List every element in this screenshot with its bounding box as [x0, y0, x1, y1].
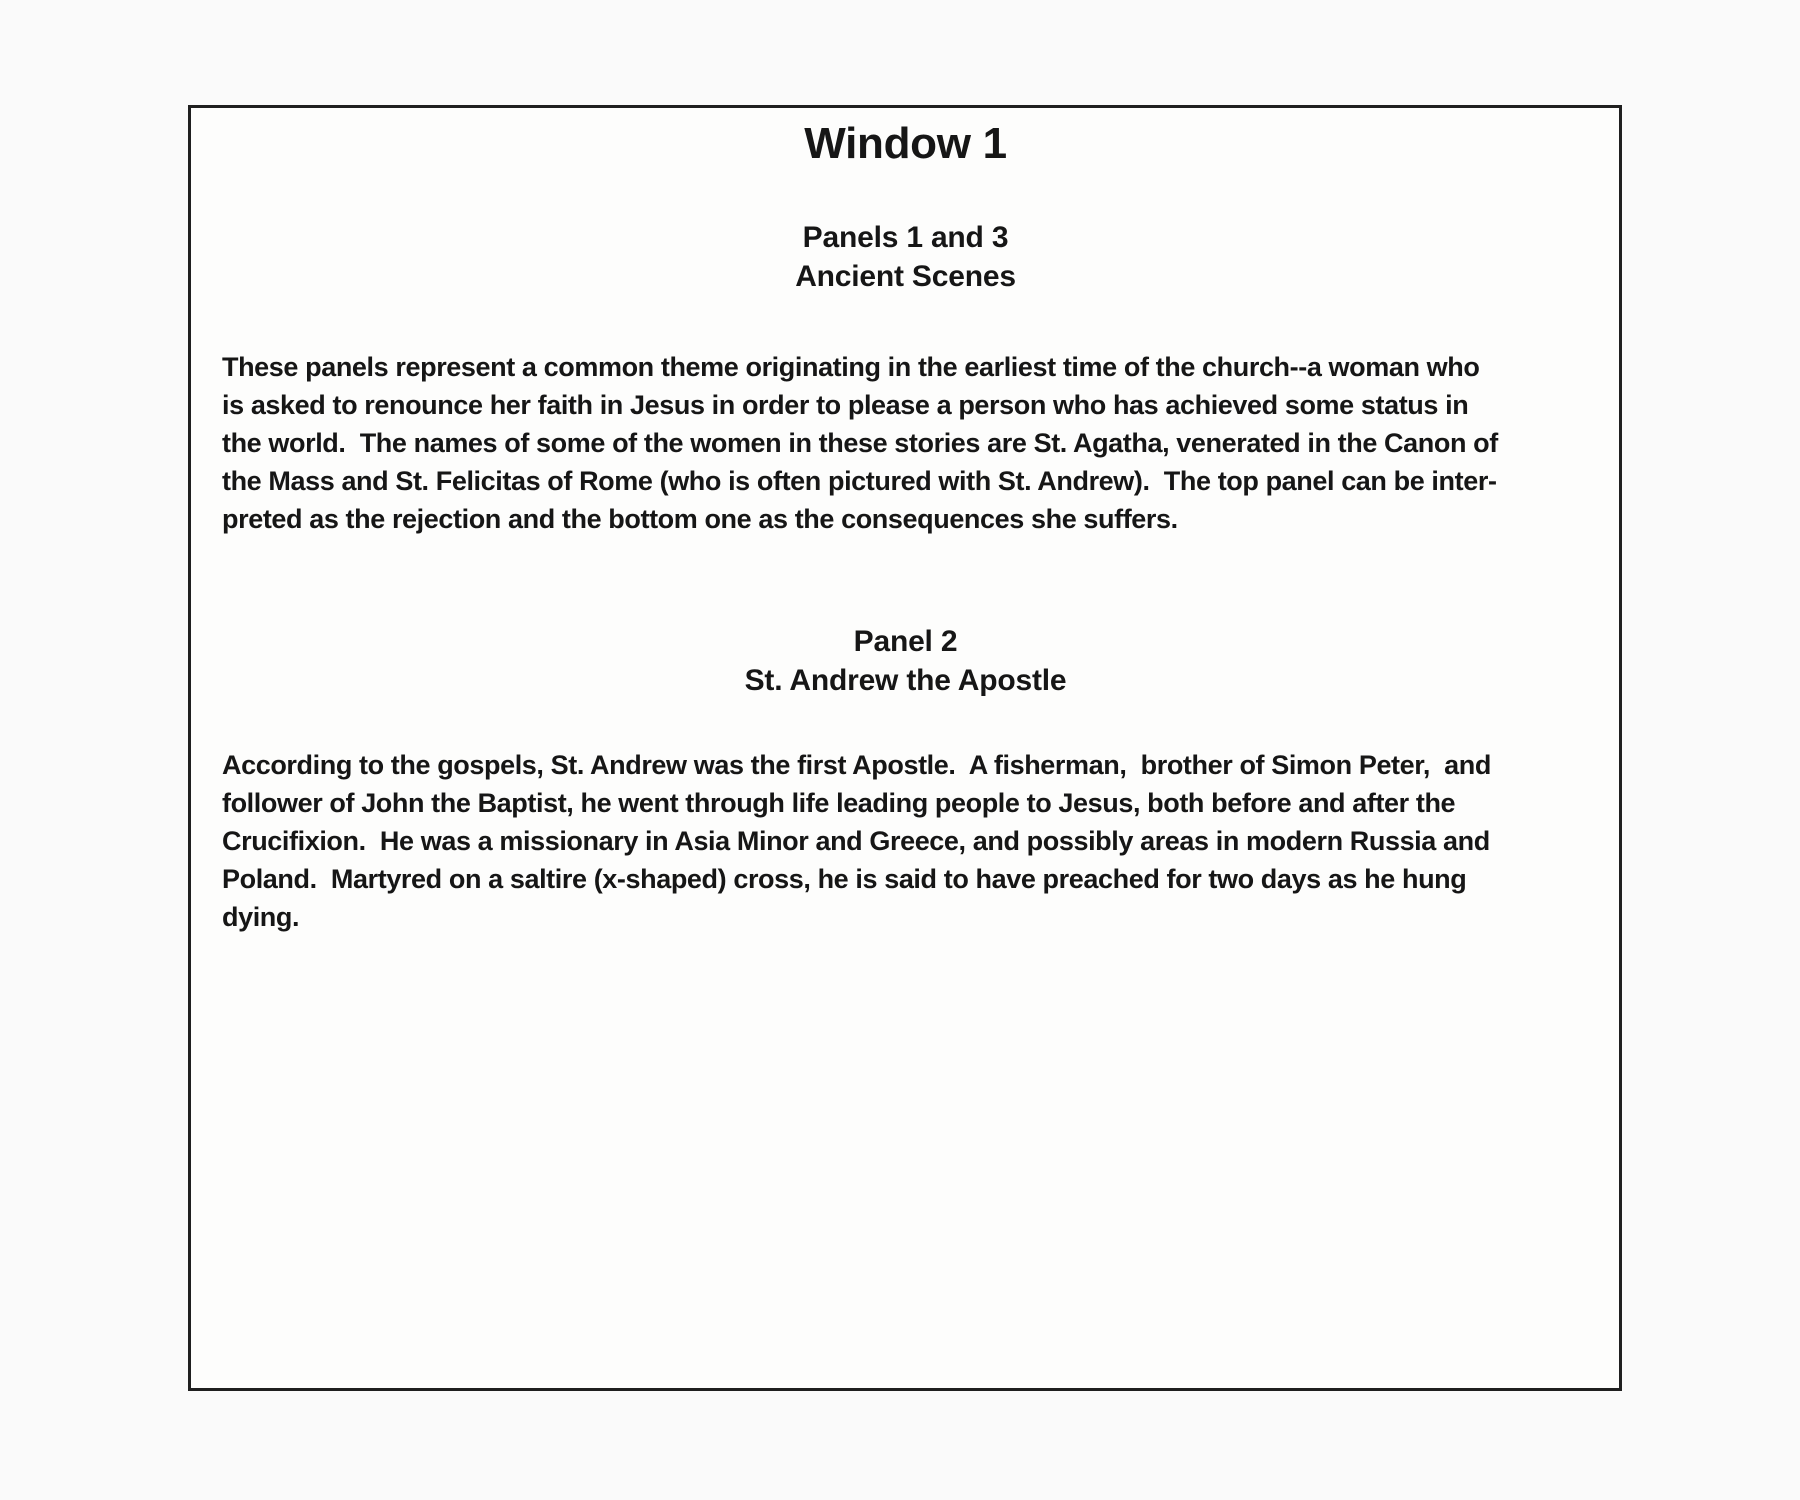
text-line: Crucifixion. He was a missionary in Asia Minor and Greece, and possibly areas in modern Russia and — [222, 826, 1490, 856]
section-2-heading-line-2: St. Andrew the Apostle — [744, 664, 1067, 697]
text-line: is asked to renounce her faith in Jesus in order to please a person who has achieved some status in — [222, 390, 1469, 420]
section-1-paragraph — [222, 348, 1589, 538]
text-line: According to the gospels, St. Andrew was the first Apostle. A fisherman, brother of Simon Peter, and — [222, 750, 1491, 780]
text-line: follower of John the Baptist, he went through life leading people to Jesus, both before and after the — [222, 788, 1456, 818]
section-2-paragraph — [222, 746, 1589, 936]
text-line: the Mass and St. Felicitas of Rome (who is often pictured with St. Andrew). The top panel can be inter- — [222, 466, 1497, 496]
text-line: These panels represent a common theme originating in the earliest time of the church--a woman who — [222, 352, 1480, 382]
text-line: Poland. Martyred on a saltire (x-shaped) cross, he is said to have preached for two days as he hung — [222, 864, 1467, 894]
section-2-heading — [222, 622, 1589, 700]
text-line: preted as the rejection and the bottom one as the consequences she suffers. — [222, 504, 1178, 534]
section-2-heading-line-1: Panel 2 — [853, 625, 958, 658]
section-1-heading-line-1: Panels 1 and 3 — [802, 221, 1009, 254]
section-1-heading — [222, 218, 1589, 296]
section-1-heading-line-2: Ancient Scenes — [795, 260, 1016, 293]
document-border-box — [188, 105, 1622, 1391]
text-line: the world. The names of some of the women in these stories are St. Agatha, venerated in the Canon of — [222, 428, 1498, 458]
text-line: dying. — [222, 902, 300, 932]
document-title: Window 1 — [804, 119, 1007, 168]
